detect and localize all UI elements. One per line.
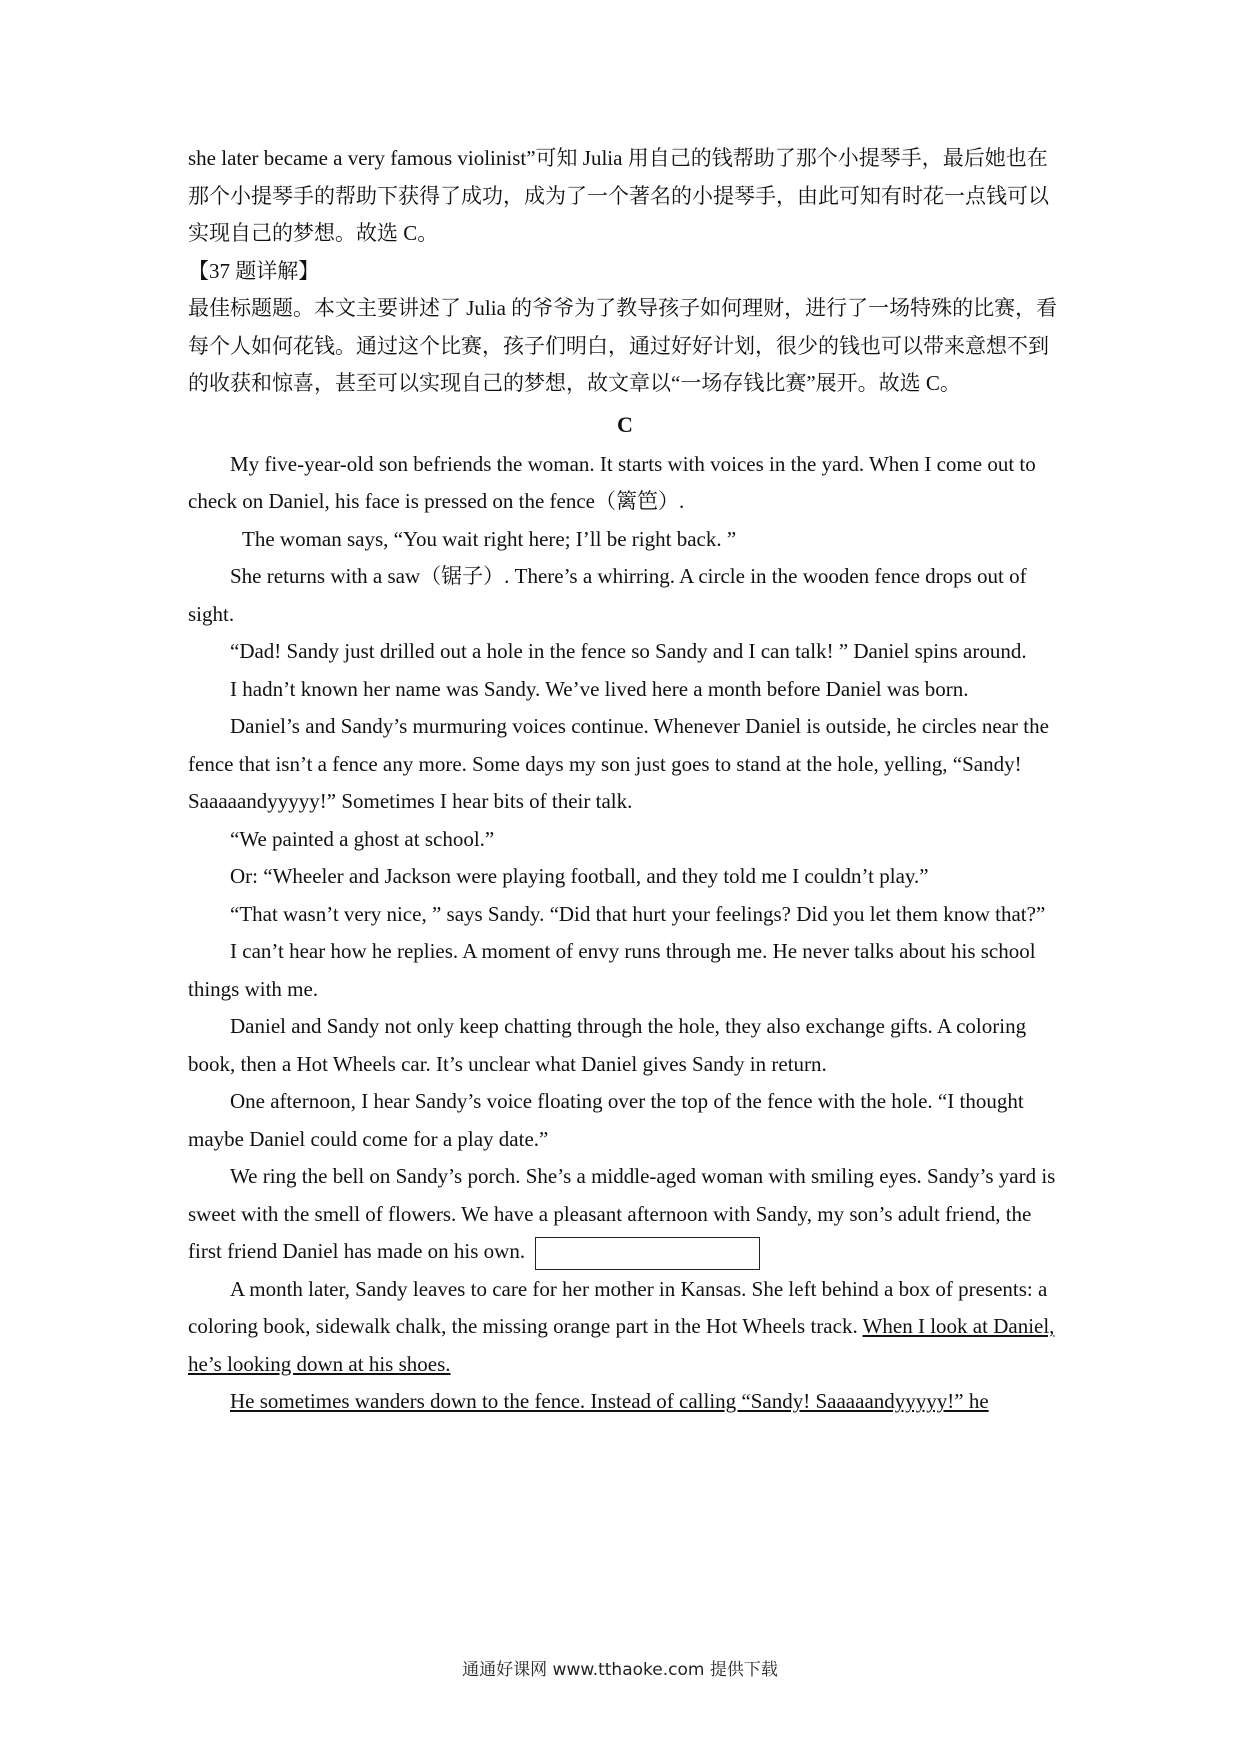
story-paragraph-text: We ring the bell on Sandy’s porch. She’s a middle-aged woman with smiling eyes. Sandy’s yard is sweet with the smell of flowers. We have a pleasant afternoon with Sandy, my son’s adult friend, the first friend Daniel has made on his own. [188, 1164, 1056, 1263]
story-paragraph: One afternoon, I hear Sandy’s voice floating over the top of the fence with the hole. “I thought maybe Daniel could come for a play date.” [188, 1089, 1024, 1151]
underlined-sentence: When I look at Daniel, he’s looking down at his shoes. [188, 1314, 1055, 1376]
story-paragraph: “Dad! Sandy just drilled out a hole in the fence so Sandy and I can talk! ” Daniel spins around. [230, 639, 1027, 663]
story-paragraph: My five-year-old son befriends the woman. It starts with voices in the yard. When I come out to check on Daniel, his face is pressed on the fence（篱笆）. [188, 451, 1036, 513]
question-37-heading: 【37 题详解】 [188, 258, 320, 283]
underlined-sentence: He sometimes wanders down to the fence. Instead of calling “Sandy! Saaaaandyyyyy!” he [230, 1389, 989, 1413]
story-paragraph-with-blank [188, 1158, 1062, 1271]
answer-blank[interactable] [535, 1237, 760, 1270]
answer-explanation-37: 最佳标题题。本文主要讲述了 Julia 的爷爷为了教导孩子如何理财，进行了一场特殊的比赛，看每个人如何花钱。通过这个比赛，孩子们明白，通过好好计划，很少的钱也可以带来意想不到的收获和惊喜，甚至可以实现自己的梦想，故文章以“一场存钱比赛”展开。故选 C。 [188, 296, 1058, 395]
story-text: A month later, Sandy leaves to care for her mother in Kansas. She left behind a box of presents: a coloring book, sidewalk chalk, the missing orange part in the Hot Wheels track. [188, 1276, 1048, 1338]
story-paragraph: Or: “Wheeler and Jackson were playing football, and they told me I couldn’t play.” [230, 864, 929, 888]
story-paragraph: “That wasn’t very nice, ” says Sandy. “Did that hurt your feelings? Did you let them know that?” [230, 901, 1046, 926]
section-heading: C [617, 411, 633, 437]
story-paragraph: Daniel and Sandy not only keep chatting through the hole, they also exchange gifts. A coloring book, then a Hot Wheels car. It’s unclear what Daniel gives Sandy in return. [188, 1014, 1027, 1076]
page-footer: 通通好课网 www.tthaoke.com 提供下载 [462, 1660, 778, 1680]
answer-explanation-36: she later became a very famous violinist”可知 Julia 用自己的钱帮助了那个小提琴手，最后她也在那个小提琴手的帮助下获得了成功，成为了一个著名的小提琴手，由此可知有时花一点钱可以实现自己的梦想。故选 C。 [188, 146, 1049, 245]
story-paragraph [188, 1271, 1062, 1384]
story-paragraph: She returns with a saw（锯子）. There’s a whirring. A circle in the wooden fence drops out of sight. [188, 564, 1027, 626]
story-paragraph: The woman says, “You wait right here; I’ll be right back. ” [242, 526, 737, 551]
story-paragraph: Daniel’s and Sandy’s murmuring voices continue. Whenever Daniel is outside, he circles near the fence that isn’t a fence any more. Some days my son just goes to stand at the hole, yelling, “Sandy! Saaaaandyyyyy!” Sometimes I hear bits of their talk. [188, 714, 1049, 813]
story-paragraph: I can’t hear how he replies. A moment of envy runs through me. He never talks about his school things with me. [188, 939, 1036, 1001]
story-paragraph [188, 1383, 1062, 1421]
story-paragraph: I hadn’t known her name was Sandy. We’ve lived here a month before Daniel was born. [230, 676, 969, 701]
document-page [188, 140, 1062, 1421]
story-paragraph: “We painted a ghost at school.” [230, 826, 495, 851]
